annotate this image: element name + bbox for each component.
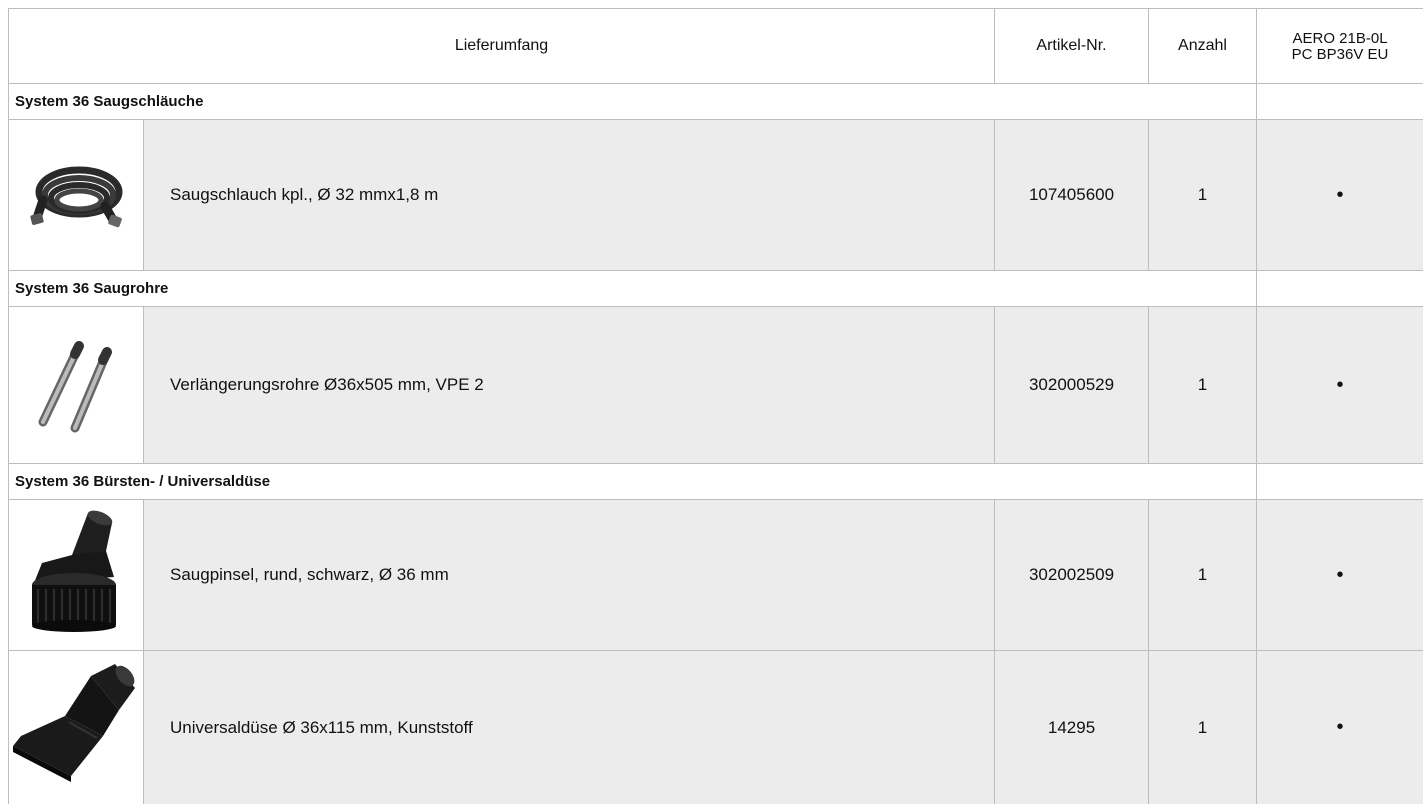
- item-description: Verlängerungsrohre Ø36x505 mm, VPE 2: [144, 307, 995, 464]
- universal-nozzle-icon: [11, 658, 141, 798]
- table-row: [9, 307, 1423, 464]
- item-quantity: 1: [1149, 120, 1257, 271]
- header-model-line2: PC BP36V EU: [1257, 47, 1423, 63]
- item-article-number: 14295: [995, 651, 1149, 804]
- product-image-cell: [9, 651, 144, 804]
- category-title: System 36 Bürsten- / Universaldüse: [9, 464, 1257, 500]
- product-image-cell: [9, 120, 144, 271]
- category-empty-cell: [1257, 84, 1423, 120]
- table-row: [9, 651, 1423, 804]
- included-bullet: •: [1257, 120, 1423, 271]
- item-description: Saugschlauch kpl., Ø 32 mmx1,8 m: [144, 120, 995, 271]
- round-brush-icon: [16, 505, 136, 645]
- included-bullet: •: [1257, 651, 1423, 804]
- header-scope: Lieferumfang: [9, 9, 995, 84]
- category-row: [9, 84, 1423, 120]
- category-empty-cell: [1257, 271, 1423, 307]
- header-model-line1: AERO 21B-0L: [1257, 31, 1423, 47]
- table-row: [9, 120, 1423, 271]
- category-empty-cell: [1257, 464, 1423, 500]
- hose-icon: [21, 140, 131, 250]
- item-description: Universaldüse Ø 36x115 mm, Kunststoff: [144, 651, 995, 804]
- category-title: System 36 Saugrohre: [9, 271, 1257, 307]
- category-title: System 36 Saugschläuche: [9, 84, 1257, 120]
- included-bullet: •: [1257, 307, 1423, 464]
- scope-of-delivery-table: [8, 8, 1423, 804]
- extension-tubes-icon: [21, 330, 131, 440]
- item-quantity: 1: [1149, 307, 1257, 464]
- category-row: [9, 271, 1423, 307]
- item-article-number: 302000529: [995, 307, 1149, 464]
- product-image-cell: [9, 500, 144, 651]
- table-header-row: [9, 9, 1423, 84]
- item-description: Saugpinsel, rund, schwarz, Ø 36 mm: [144, 500, 995, 651]
- item-article-number: 302002509: [995, 500, 1149, 651]
- table-row: [9, 500, 1423, 651]
- item-article-number: 107405600: [995, 120, 1149, 271]
- item-quantity: 1: [1149, 651, 1257, 804]
- header-model: [1257, 9, 1423, 84]
- included-bullet: •: [1257, 500, 1423, 651]
- product-image-cell: [9, 307, 144, 464]
- item-quantity: 1: [1149, 500, 1257, 651]
- header-article-number: Artikel-Nr.: [995, 9, 1149, 84]
- category-row: [9, 464, 1423, 500]
- header-quantity: Anzahl: [1149, 9, 1257, 84]
